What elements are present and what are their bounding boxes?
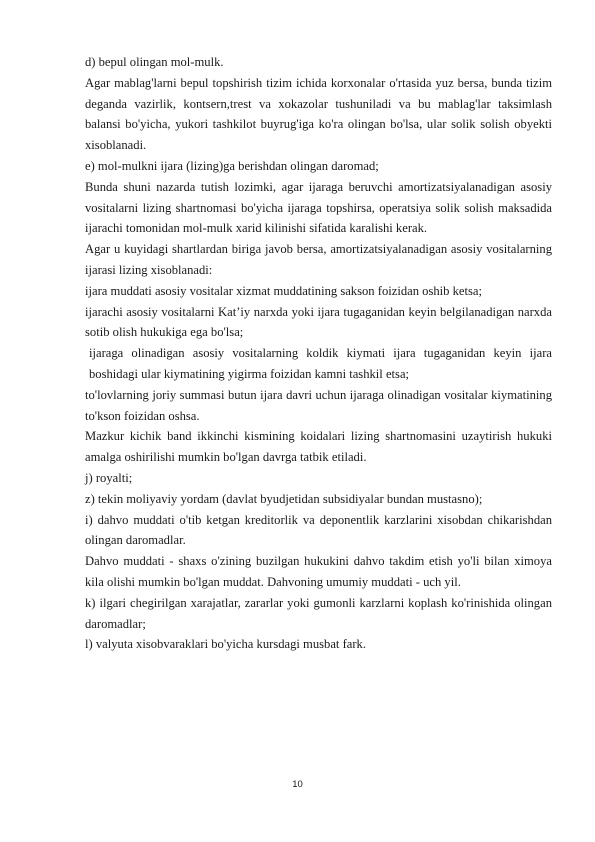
paragraph-item-i: i) dahvo muddati o'tib ketgan kreditorlik va deponentlik karzlarini xisobdan chikarishdan olingan daromadlar.	[85, 512, 552, 548]
paragraph-item-j: j) royalti;	[85, 470, 133, 485]
paragraph-item-z: z) tekin moliyaviy yordam (davlat byudjetidan subsidiyalar bundan mustasno);	[85, 491, 483, 506]
paragraph-leasing-note: Bunda shuni nazarda tutish lozimki, agar ijaraga beruvchi amortizatsiyalanadigan asosiy vositalarni lizing shartnomasi bo'yicha ijaraga topshirsa, operatsiya solik solish maksadida ijarachi tomonidan mol-mulk xarid kilinishi sifatida karalishi kerak.	[85, 179, 552, 236]
paragraph-free-transfer: Agar mablag'larni bepul topshirish tizim ichida korxonalar o'rtasida yuz bersa, bunda tizim deganda vazirlik, kontsern,trest va xokazolar tushuniladi va bu mablag'lar taksimlash balansi bo'yicha, yukori tashkilot buyrug'iga ko'ra olingan bo'lsa, ular solik solish obyekti xisoblanadi.	[85, 75, 552, 153]
paragraph-item-d: d) bepul olingan mol-mulk.	[85, 55, 224, 69]
paragraph-item-e: e) mol-mulkni ijara (lizing)ga berishdan olingan daromad;	[85, 158, 379, 173]
document-body	[85, 52, 552, 655]
paragraph-condition-3: ijaraga olinadigan asosiy vositalarning koldik kiymati ijara tugaganidan keyin ijara boshidagi ular kiymatining yigirma foizidan kamni tashkil etsa;	[89, 346, 552, 381]
paragraph-condition-2: ijarachi asosiy vositalarni Kat’iy narxda yoki ijara tugaganidan keyin belgilanadigan narxda sotib olish hukukiga ega bo'lsa;	[85, 304, 552, 340]
paragraph-item-k: k) ilgari chegirilgan xarajatlar, zararlar yoki gumonli karzlarni koplash ko'rinishida olingan daromadlar;	[85, 595, 552, 631]
paragraph-condition-4: to'lovlarning joriy summasi butun ijara davri uchun ijaraga olinadigan vositalar kiymatining to'kson foizidan oshsa.	[85, 387, 552, 423]
page-number: 10	[292, 779, 303, 790]
paragraph-subparagraph-rule: Mazkur kichik band ikkinchi kismining koidalari lizing shartnomasini uzaytirish hukuki amalga oshirilishi mumkin bo'lgan davrga tatbik etiladi.	[85, 429, 552, 465]
paragraph-condition-1: ijara muddati asosiy vositalar xizmat muddatining sakson foizidan oshib ketsa;	[85, 283, 482, 298]
paragraph-item-l: l) valyuta xisobvaraklari bo'yicha kursdagi musbat fark.	[85, 637, 366, 652]
paragraph-claim-period: Dahvo muddati - shaxs o'zining buzilgan hukukini dahvo takdim etish yo'li bilan ximoya kila olishi mumkin bo'lgan muddat. Dahvoning umumiy muddati - uch yil.	[85, 554, 552, 589]
paragraph-leasing-conditions: Agar u kuyidagi shartlardan biriga javob bersa, amortizatsiyalanadigan asosiy vositalarning ijarasi lizing xisoblanadi:	[85, 242, 552, 277]
